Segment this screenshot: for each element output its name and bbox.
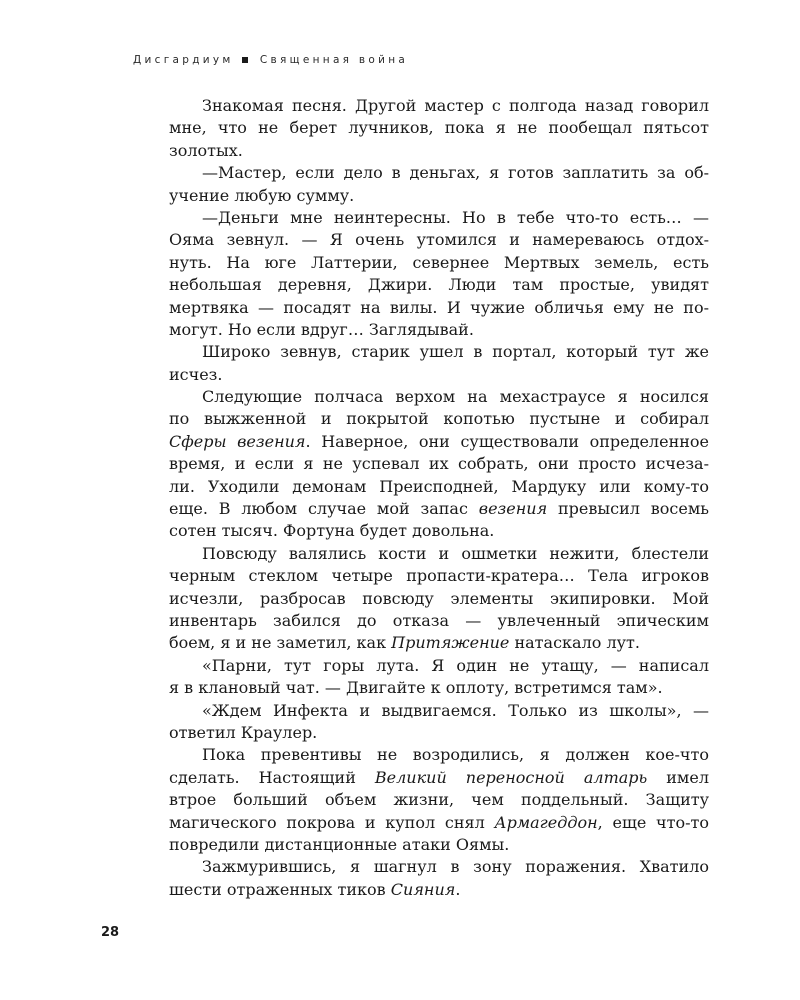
text-run: я в клановый чат. — Двигайте к оплоту, встретимся там». [169,678,663,698]
text-run: магического покрова и купол снял [169,812,495,832]
page-number: 28 [101,925,120,940]
text-run: еще. В любом случае мой запас [169,499,479,519]
text-line [169,543,709,565]
text-run: небольшая деревня, Джири. Люди там простые, увидят [169,275,709,295]
text-line [169,834,709,856]
text-line [169,162,709,184]
text-line [169,274,709,296]
text-run: учение любую сумму. [169,185,355,205]
text-line [169,722,709,744]
text-line [169,252,709,274]
text-run: —Деньги мне неинтересны. Но в тебе что-то есть… — [202,207,709,227]
italic-term: везения [478,499,548,519]
italic-term: Великий переносной алтарь [374,767,648,787]
text-line [169,879,709,901]
text-run: нуть. На юге Латтерии, севернее Мертвых земель, есть [169,252,709,272]
body-text [169,95,709,901]
text-run: втрое больший объем жизни, чем поддельный. Защиту [169,790,709,810]
text-run: Следующие полчаса верхом на мехастраусе я носился [202,387,709,407]
text-run: по выжженной и покрытой копотью пустыне и собирал [169,409,709,429]
text-run: «Парни, тут горы лута. Я один не утащу, — написал [202,655,709,675]
text-line [169,431,709,453]
text-run: ответил Краулер. [169,722,318,742]
text-run: —Мастер, если дело в деньгах, я готов заплатить за об- [202,163,709,183]
text-line [169,476,709,498]
text-line [169,588,709,610]
text-line [169,207,709,229]
text-line [169,565,709,587]
text-run: боем, я и не заметил, как [169,633,392,653]
text-line [169,744,709,766]
italic-term: Притяжение [391,633,510,653]
black-square-icon [242,57,248,63]
header-subtitle: Священная война [259,54,409,66]
text-line [169,856,709,878]
text-run: Пока превентивы не возродились, я должен кое-что [202,745,709,765]
text-line [169,297,709,319]
italic-term: Сияния [390,879,456,899]
text-run: натаскало лут. [509,633,640,653]
text-line [169,386,709,408]
text-run: «Ждем Инфекта и выдвигаемся. Только из школы», — [202,700,709,720]
text-line [169,140,709,162]
text-line [169,341,709,363]
header-book-title: Дисгардиум [133,54,234,66]
text-line [169,677,709,699]
text-line [169,655,709,677]
text-run: сотен тысяч. Фортуна будет довольна. [169,521,495,541]
text-line [169,610,709,632]
text-run: Знакомая песня. Другой мастер с полгода назад говорил [202,96,709,115]
text-run: время, и если я не успевал их собрать, они просто исчеза- [169,454,709,474]
text-run: Ояма зевнул. — Я очень утомился и намереваюсь отдох- [169,230,709,250]
text-run: повредили дистанционные атаки Оямы. [169,834,510,854]
text-run: Широко зевнув, старик ушел в портал, который тут же [202,342,709,362]
text-run: Зажмурившись, я шагнул в зону поражения. Хватило [202,857,709,877]
text-run: исчез. [169,364,223,384]
text-line [169,117,709,139]
text-run: могут. Но если вдруг… Заглядывай. [169,319,474,339]
text-run: превысил восемь [547,499,709,519]
text-run: мне, что не берет лучников, пока я не пообещал пятьсот [169,118,709,138]
text-line [169,95,709,117]
italic-term: Армагеддон [494,812,598,832]
text-run: . [455,879,461,899]
running-header [133,53,733,67]
italic-term: Сферы везения [169,431,306,451]
text-line [169,767,709,789]
text-line [169,812,709,834]
text-run: исчезли, разбросав повсюду элементы экипировки. Мой [169,588,709,608]
text-run: . Наверное, они существовали определенное [305,431,709,451]
text-run: имел [647,767,709,787]
text-run: сделать. Настоящий [169,767,375,787]
text-line [169,185,709,207]
text-line [169,453,709,475]
text-run: золотых. [169,140,243,160]
text-run: черным стеклом четыре пропасти-кратера… Тела игроков [169,566,709,586]
text-run: Повсюду валялись кости и ошметки нежити, блестели [202,543,709,563]
text-run: ли. Уходили демонам Преисподней, Мардуку или кому-то [169,476,709,496]
text-run: мертвяка — посадят на вилы. И чужие обличья ему не по- [169,297,709,317]
text-line [169,498,709,520]
text-line [169,408,709,430]
text-line [169,520,709,542]
text-line [169,319,709,341]
text-line [169,632,709,654]
text-line [169,229,709,251]
text-line [169,700,709,722]
text-line [169,789,709,811]
text-run: инвентарь забился до отказа — увлеченный эпическим [169,610,709,630]
text-run: шести отраженных тиков [169,879,391,899]
text-run: , еще что-то [597,812,709,832]
text-line [169,364,709,386]
